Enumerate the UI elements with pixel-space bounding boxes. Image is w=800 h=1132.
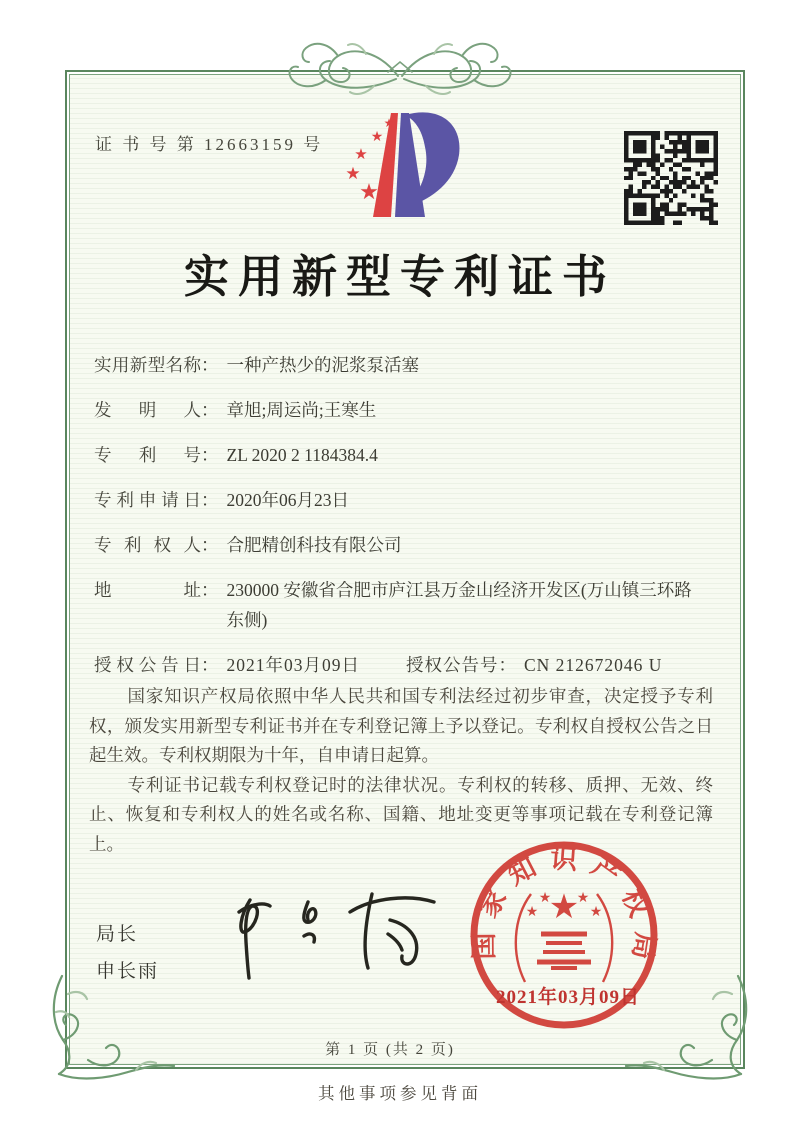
field-label: 地址 (94, 580, 201, 600)
field-row-patentee: 专利权人 ： 合肥精创科技有限公司 (94, 530, 716, 560)
svg-text:★: ★ (345, 164, 361, 184)
grant-number-value: CN 212672046 U (524, 655, 663, 675)
field-value: 230000 安徽省合肥市庐江县万金山经济开发区(万山镇三环路东侧) (226, 580, 692, 630)
svg-text:★: ★ (548, 887, 580, 927)
commissioner-title: 局长 (96, 924, 139, 945)
commissioner-block (96, 916, 159, 990)
certificate-number: 证 书 号 第 12663159 号 (95, 135, 324, 154)
svg-text:★: ★ (589, 904, 603, 920)
field-value: 章旭;周运尚;王寒生 (226, 400, 377, 420)
fields-block (94, 350, 716, 680)
svg-text:★: ★ (359, 180, 379, 205)
seal-emblem-stars (526, 887, 603, 927)
svg-text:★: ★ (525, 904, 539, 920)
svg-text:★: ★ (538, 890, 552, 906)
page-number: 第 1 页 (共 2 页) (325, 1042, 455, 1058)
field-row-address: 地址 ： 230000 安徽省合肥市庐江县万金山经济开发区(万山镇三环路东侧) (94, 575, 716, 635)
field-value: ZL 2020 2 1184384.4 (226, 445, 378, 465)
commissioner-name: 申长雨 (96, 961, 160, 982)
svg-text:★: ★ (383, 116, 395, 130)
legal-paragraph-2: 专利证书记载专利权登记时的法律状况。专利权的转移、质押、无效、终止、恢复和专利权人的姓名或名称、国籍、地址变更等事项记载在专利登记簿上。 (89, 774, 713, 854)
field-value: 2020年06月23日 (226, 490, 349, 510)
svg-text:★: ★ (576, 890, 590, 906)
svg-text:★: ★ (370, 129, 384, 145)
field-label: 授权公告日 (94, 655, 201, 675)
seal-emblem-gate (537, 934, 591, 968)
back-side-note: 其他事项参见背面 (318, 1084, 482, 1103)
grant-number-group: 授权公告号 ： CN 212672046 U (406, 650, 716, 680)
seal-text: 国家知识产权局 (468, 843, 661, 974)
field-row-name: 实用新型名称 ： 一种产热少的泥浆泵活塞 (94, 350, 716, 380)
field-label: 实用新型名称 (94, 355, 201, 375)
commissioner-signature (212, 872, 452, 990)
qr-code (624, 131, 718, 225)
field-value: 合肥精创科技有限公司 (226, 535, 402, 555)
legal-paragraph-1: 国家知识产权局依照中华人民共和国专利法经过初步审查，决定授予专利权，颁发实用新型专利证书并在专利登记簿上予以登记。专利权自授权公告之日起生效。专利权期限为十年，自申请日起算。 (89, 686, 713, 765)
field-label: 专利申请日 (94, 490, 201, 510)
field-label: 发明人 (94, 400, 201, 420)
field-value: 一种产热少的泥浆泵活塞 (226, 355, 419, 375)
field-row-filing-date: 专利申请日 ： 2020年06月23日 (94, 485, 716, 515)
field-label: 授权公告号 (406, 655, 499, 675)
seal-date: 2021年03月09日 (495, 987, 640, 1008)
field-label: 专利权人 (94, 535, 201, 555)
field-row-patent-number: 专利号 ： ZL 2020 2 1184384.4 (94, 440, 716, 470)
field-label: 专利号 (94, 445, 201, 465)
legal-body-text (89, 682, 713, 859)
field-row-grant (94, 650, 716, 680)
grant-date-group: 授权公告日 ： 2021年03月09日 (94, 650, 406, 680)
svg-text:★: ★ (354, 145, 368, 163)
field-row-inventors: 发明人 ： 章旭;周运尚;王寒生 (94, 395, 716, 425)
certificate-title: 实用新型专利证书 (183, 252, 616, 302)
grant-date-value: 2021年03月09日 (226, 655, 360, 675)
cnipa-patent-logo (333, 103, 467, 227)
